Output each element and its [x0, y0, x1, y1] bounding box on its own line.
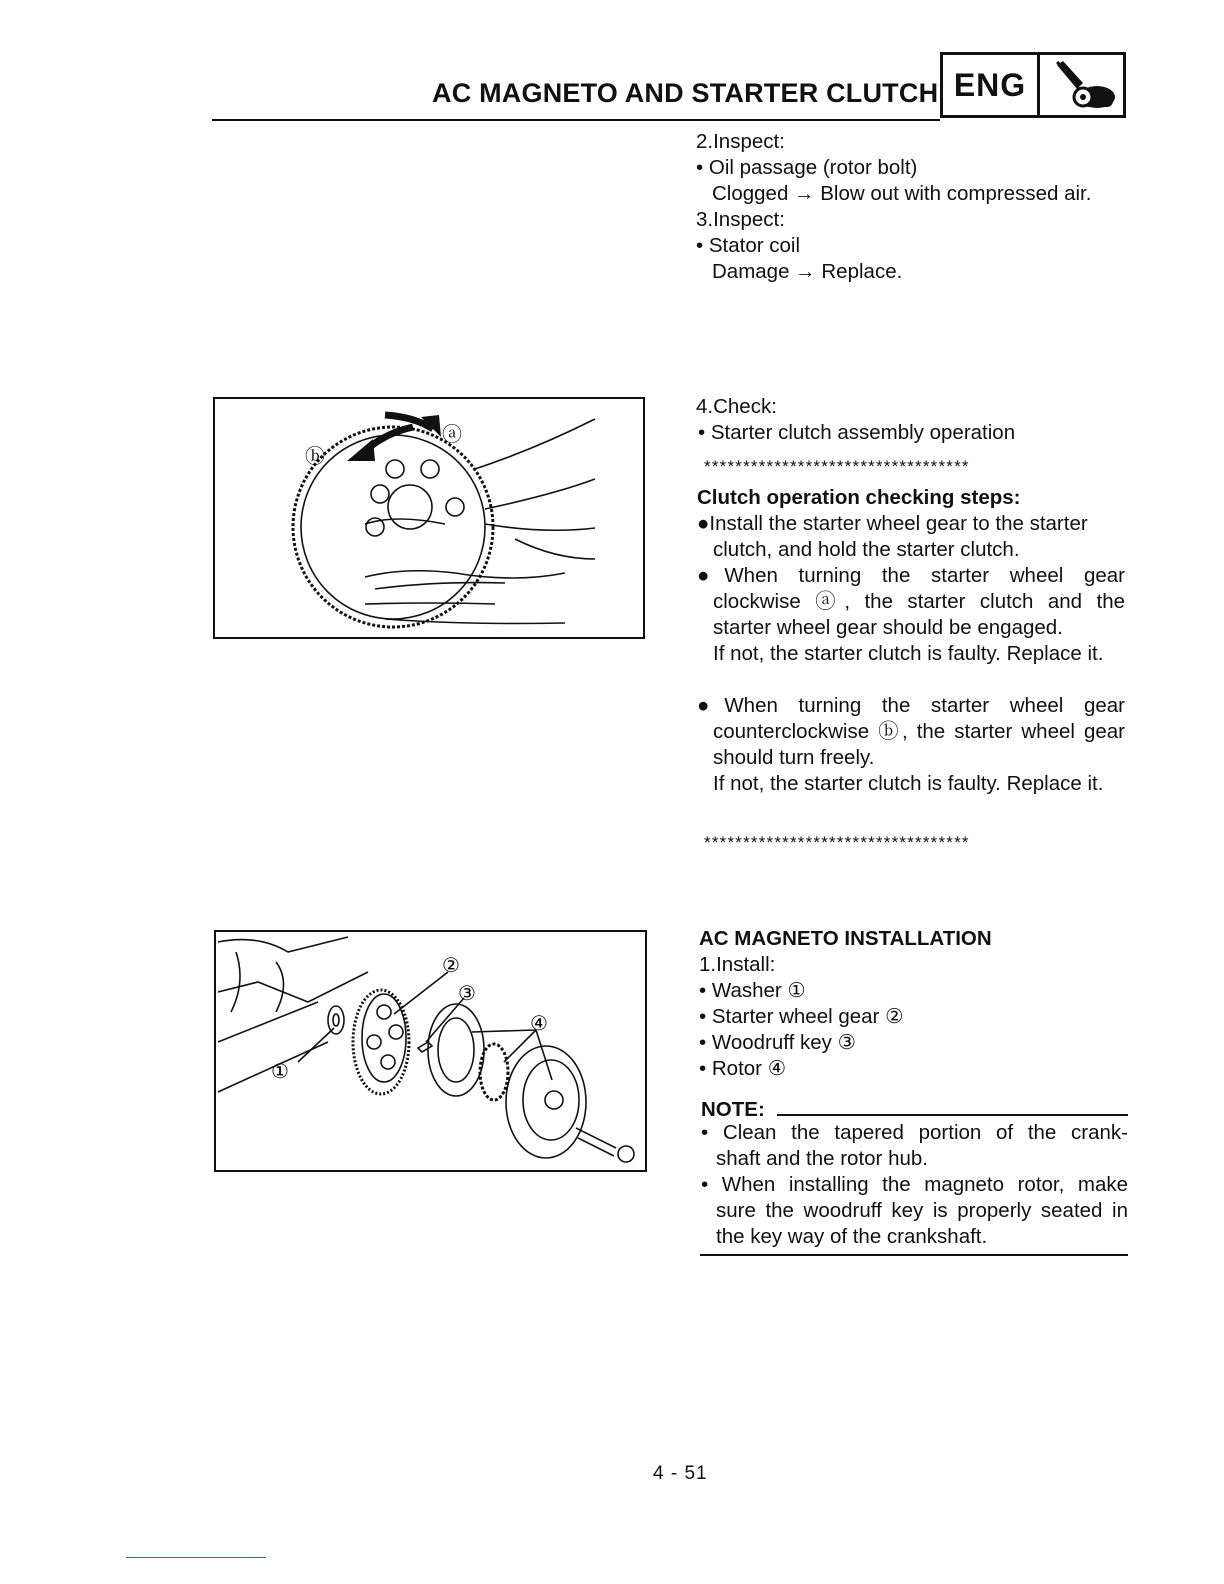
step-2-action: Clogged → Blow out with compressed air.	[712, 182, 1092, 205]
step-2-item: • Oil passage (rotor bolt)	[696, 156, 918, 179]
fig2-label-3: ③	[458, 981, 476, 1005]
page-number: 4 - 51	[653, 1463, 708, 1484]
clutch-steps-heading: Clutch operation checking steps:	[697, 486, 1021, 509]
note-2-body: sure the woodruff key is properly seated in the key way of the crankshaft.	[716, 1199, 1128, 1248]
footer-line	[126, 1557, 266, 1558]
clutch-step-1-line2: clutch, and hold the starter clutch.	[713, 538, 1020, 561]
step-3-item: • Stator coil	[696, 234, 801, 257]
engine-icon	[1040, 55, 1123, 115]
step-4-item: • Starter clutch assembly operation	[698, 421, 1016, 444]
starter-clutch-figure	[213, 397, 645, 639]
note-rule-bottom	[700, 1254, 1128, 1256]
magneto-installation-figure	[214, 930, 647, 1172]
step-4: 4.Check:	[696, 395, 777, 418]
install-item-washer: • Washer ①	[699, 979, 806, 1002]
installation-heading: AC MAGNETO INSTALLATION	[699, 927, 992, 950]
note-1-line2: shaft and the rotor hub.	[716, 1147, 928, 1170]
header-divider	[212, 119, 940, 121]
note-1-line1: • Clean the tapered portion of the crank-	[701, 1121, 1128, 1144]
section-label: ENG	[943, 55, 1040, 115]
clutch-step-3-body: counterclockwise ⓑ, the starter wheel gear should turn freely.	[713, 720, 1125, 769]
note-rule-top	[777, 1114, 1128, 1116]
step-3-action: Damage → Replace.	[712, 260, 903, 283]
clutch-step-2-body: clockwise ⓐ, the starter clutch and the starter wheel gear should be engaged.	[713, 590, 1125, 639]
section-tab	[940, 52, 1126, 118]
step-2: 2.Inspect:	[696, 130, 785, 153]
clutch-step-2-line1: ●When turning the starter wheel gear	[697, 564, 1125, 587]
install-step-1: 1.Install:	[699, 953, 776, 976]
note-2-line1: • When installing the magneto rotor, make	[701, 1173, 1128, 1196]
fig1-label-a: ⓐ	[442, 422, 462, 446]
install-item-key: • Woodruff key ③	[699, 1031, 856, 1054]
note-label: NOTE:	[701, 1098, 765, 1121]
fig2-label-2: ②	[442, 953, 460, 977]
fig2-label-1: ①	[271, 1059, 289, 1083]
clutch-step-2-fault: If not, the starter clutch is faulty. Replace it.	[713, 642, 1104, 665]
clutch-step-3-line1: ●When turning the starter wheel gear	[697, 694, 1125, 717]
page-title: AC MAGNETO AND STARTER CLUTCH	[432, 78, 939, 108]
step-3: 3.Inspect:	[696, 208, 785, 231]
fig2-label-4: ④	[530, 1011, 548, 1035]
stars-divider-bottom: **********************************	[704, 833, 970, 852]
clutch-step-1-line1: ●Install the starter wheel gear to the starter	[697, 512, 1088, 535]
clutch-step-3-fault: If not, the starter clutch is faulty. Replace it.	[713, 772, 1104, 795]
install-item-gear: • Starter wheel gear ②	[699, 1005, 904, 1028]
install-item-rotor: • Rotor ④	[699, 1057, 787, 1080]
fig1-label-b: ⓑ	[305, 444, 325, 468]
stars-divider-top: **********************************	[704, 457, 970, 476]
